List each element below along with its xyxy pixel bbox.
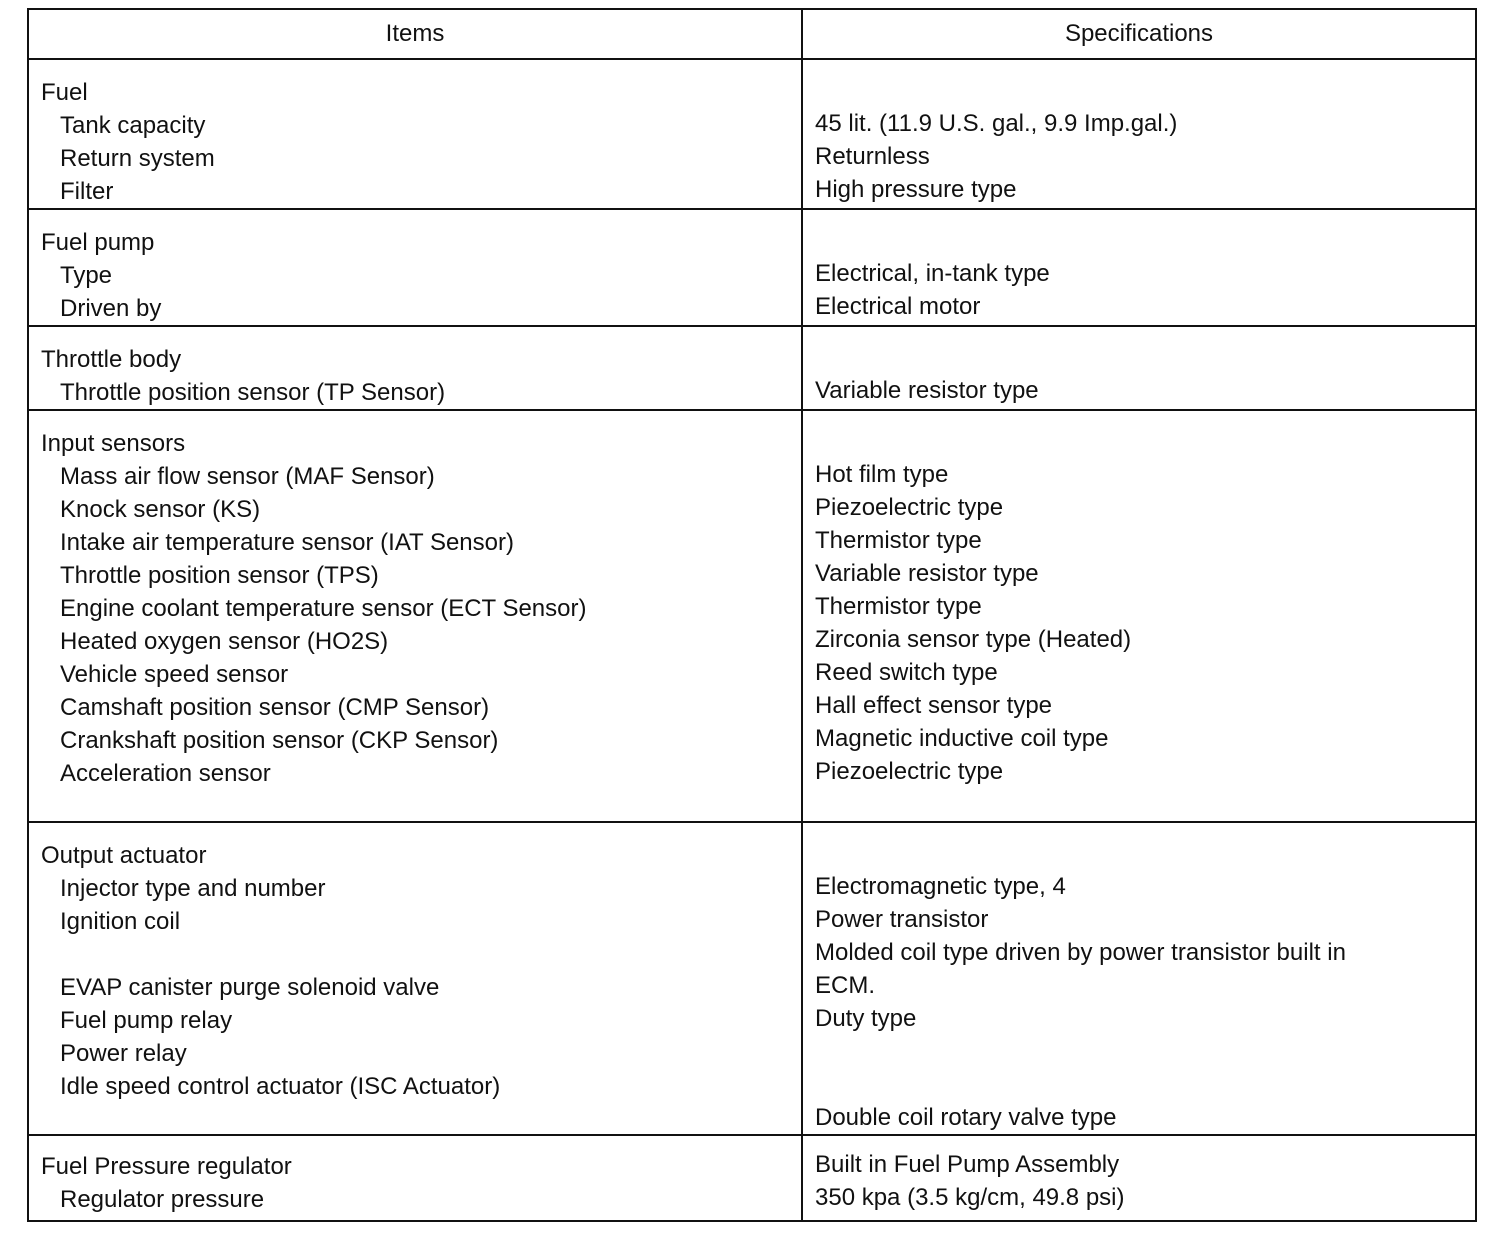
- item-label: Injector type and number: [60, 875, 326, 902]
- section-input-sensors: [28, 410, 1476, 822]
- section-throttle-body: [28, 326, 1476, 410]
- section-output-actuator: [28, 822, 1476, 1135]
- item-label: Regulator pressure: [60, 1186, 265, 1213]
- spec-value: 45 lit. (11.9 U.S. gal., 9.9 Imp.gal.): [815, 110, 1178, 137]
- header-row: [28, 9, 1476, 59]
- item-label: Knock sensor (KS): [60, 496, 261, 523]
- spec-value: Returnless: [815, 143, 930, 170]
- item-heading: Fuel Pressure regulator: [41, 1153, 292, 1180]
- item-label: Type: [60, 262, 113, 289]
- section-fuel-pressure-regulator: [28, 1135, 1476, 1221]
- spec-value: Molded coil type driven by power transistor built in: [815, 939, 1346, 966]
- spec-value: Thermistor type: [815, 593, 982, 620]
- spec-value: Variable resistor type: [815, 560, 1039, 587]
- spec-value: Piezoelectric type: [815, 758, 1004, 785]
- spec-value: Power transistor: [815, 906, 989, 933]
- item-heading: Output actuator: [41, 842, 207, 869]
- spec-value: Piezoelectric type: [815, 494, 1004, 521]
- item-heading: Fuel pump: [41, 229, 155, 256]
- spec-value: High pressure type: [815, 176, 1017, 203]
- spec-value: Electrical, in-tank type: [815, 260, 1050, 287]
- specifications-table: [27, 8, 1477, 1222]
- item-label: Filter: [60, 178, 114, 205]
- spec-value: [815, 224, 1463, 257]
- item-label: Driven by: [60, 295, 162, 322]
- spec-value: Built in Fuel Pump Assembly: [815, 1151, 1120, 1178]
- spec-value: [815, 74, 1463, 107]
- section-fuel-pump: [28, 209, 1476, 326]
- item-label: Fuel pump relay: [60, 1007, 233, 1034]
- item-heading: Fuel: [41, 79, 88, 106]
- spec-value: Reed switch type: [815, 659, 998, 686]
- item-label: Camshaft position sensor (CMP Sensor): [60, 694, 490, 721]
- item-label: Heated oxygen sensor (HO2S): [60, 628, 389, 655]
- item-heading: Throttle body: [41, 346, 182, 373]
- spec-value: Thermistor type: [815, 527, 982, 554]
- item-label: Throttle position sensor (TP Sensor): [60, 379, 446, 406]
- item-label: Vehicle speed sensor: [60, 661, 289, 688]
- item-label: Power relay: [60, 1040, 187, 1067]
- spec-value: Magnetic inductive coil type: [815, 725, 1109, 752]
- item-label: EVAP canister purge solenoid valve: [60, 974, 440, 1001]
- items-header: Items: [28, 9, 802, 59]
- spec-value: Variable resistor type: [815, 377, 1039, 404]
- spec-value: [815, 1068, 1463, 1101]
- spec-value: 350 kpa (3.5 kg/cm, 49.8 psi): [815, 1184, 1125, 1211]
- spec-value: [815, 1035, 1463, 1068]
- item-label: Ignition coil: [60, 908, 181, 935]
- section-fuel: [28, 59, 1476, 209]
- spec-value: [815, 837, 1463, 870]
- spec-value: [815, 341, 1463, 374]
- item-label: Return system: [60, 145, 215, 172]
- spec-value: Duty type: [815, 1005, 917, 1032]
- item-heading: Input sensors: [41, 430, 186, 457]
- item-label: [41, 938, 789, 971]
- spec-value: Hot film type: [815, 461, 949, 488]
- item-label: Intake air temperature sensor (IAT Sensor): [60, 529, 514, 556]
- specifications-header: Specifications: [802, 9, 1476, 59]
- spec-value: Electrical motor: [815, 293, 981, 320]
- item-label: Idle speed control actuator (ISC Actuator): [60, 1073, 501, 1100]
- item-label: Tank capacity: [60, 112, 206, 139]
- item-label: Engine coolant temperature sensor (ECT Sensor): [60, 595, 587, 622]
- item-label: Acceleration sensor: [60, 760, 271, 787]
- item-label: Mass air flow sensor (MAF Sensor): [60, 463, 435, 490]
- spec-value: Double coil rotary valve type: [815, 1104, 1117, 1131]
- spec-value: ECM.: [815, 972, 875, 999]
- spec-value: Electromagnetic type, 4: [815, 873, 1066, 900]
- item-label: Crankshaft position sensor (CKP Sensor): [60, 727, 499, 754]
- spec-value: Zirconia sensor type (Heated): [815, 626, 1132, 653]
- spec-value: [815, 425, 1463, 458]
- spec-value: Hall effect sensor type: [815, 692, 1053, 719]
- item-label: Throttle position sensor (TPS): [60, 562, 379, 589]
